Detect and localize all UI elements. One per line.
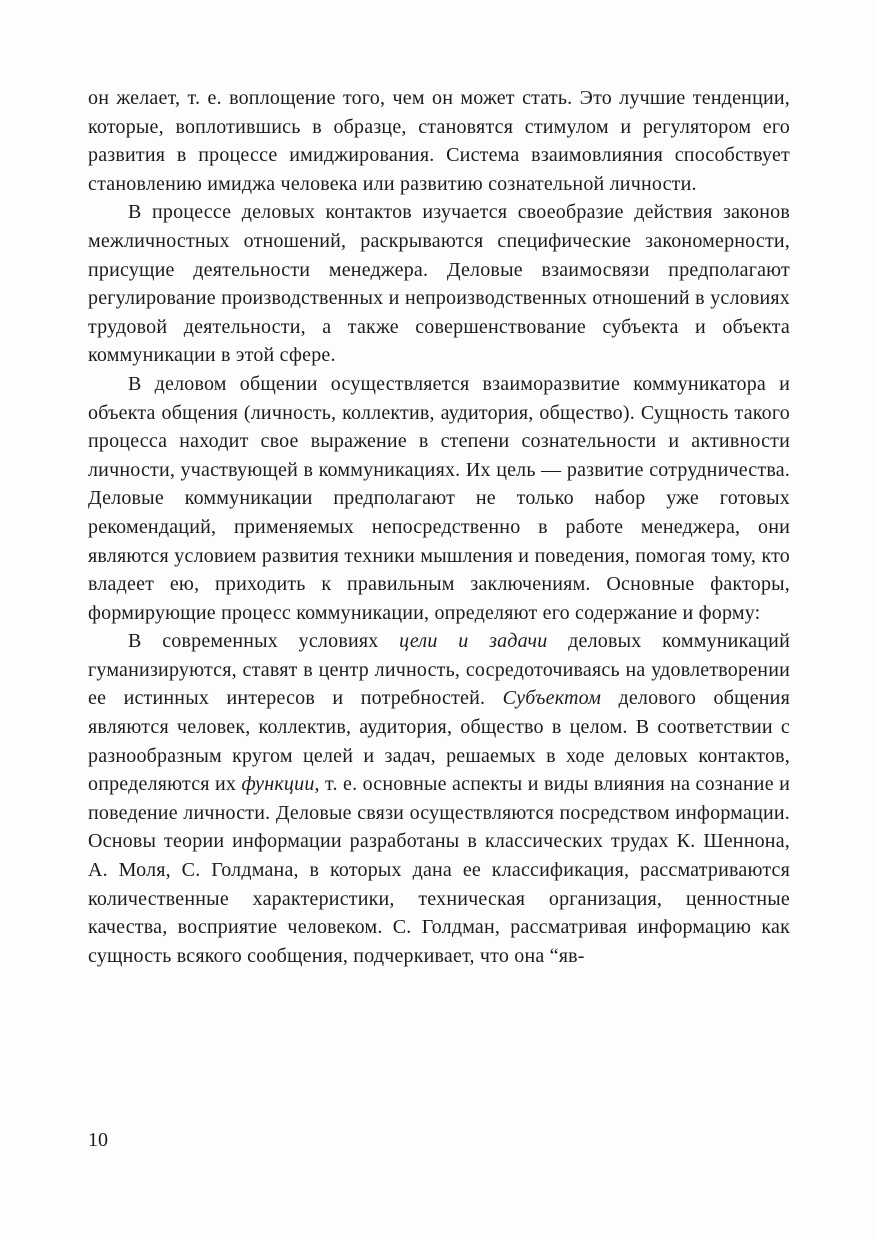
- body-text: делового общения являются человек, коллектив, аудитория, общество в целом. В соответствии с разнообразным кругом целей и задач, решаемых в ходе деловых контактов, определяются их: [88, 687, 790, 796]
- paragraph: [88, 84, 790, 198]
- body-text: В современных условиях: [128, 630, 400, 653]
- body-text: , т. е. основные аспекты и виды влияния на сознание и поведение личности. Деловые связи осуществляются посредством информации. Основы теории информации разработаны в классических трудах К. Шеннона, А. Моля, С. Голдмана, в которых дана ее классификация, рассматриваются количественные характеристики, техническая организация, ценностные качества, восприятие человеком. С. Голдман, рассматривая информацию как сущность всякого сообщения, подчеркивает, что она “яв-: [88, 773, 790, 967]
- emphasized-text: функции: [241, 773, 315, 796]
- paragraph: [88, 370, 790, 627]
- paragraph: [88, 198, 790, 370]
- paragraph: [88, 627, 790, 970]
- page-number: 10: [88, 1129, 108, 1151]
- page-text: [88, 84, 790, 970]
- emphasized-text: цели и задачи: [399, 630, 548, 653]
- emphasized-text: Субъектом: [502, 687, 602, 710]
- body-text: В процессе деловых контактов изучается своеобразие действия законов межличностных отношений, раскрываются специфические закономерности, присущие деятельности менеджера. Деловые взаимосвязи предполагают регулирование производственных и непроизводственных отношений в условиях трудовой деятельности, а также совершенствование субъекта и объекта коммуникации в этой сфере.: [88, 201, 790, 367]
- body-text: В деловом общении осуществляется взаиморазвитие коммуникатора и объекта общения (личность, коллектив, аудитория, общество). Сущность такого процесса находит свое выражение в степени сознательности и активности личности, участвующей в коммуникациях. Их цель — развитие сотрудничества. Деловые коммуникации предполагают не только набор уже готовых рекомендаций, применяемых непосредственно в работе менеджера, они являются условием развития техники мышления и поведения, помогая тому, кто владеет ею, приходить к правильным заключениям. Основные факторы, формирующие процесс коммуникации, определяют его содержание и форму:: [88, 372, 790, 624]
- body-text: деловых коммуникаций гуманизируются, ставят в центр личность, сосредоточиваясь на удовлетворении ее истинных интересов и потребностей.: [88, 630, 790, 710]
- body-text: он желает, т. е. воплощение того, чем он может стать. Это лучшие тенденции, которые, воплотившись в образце, становятся стимулом и регулятором его развития в процессе имиджирования. Система взаимовлияния способствует становлению имиджа человека или развитию сознательной личности.: [88, 87, 790, 195]
